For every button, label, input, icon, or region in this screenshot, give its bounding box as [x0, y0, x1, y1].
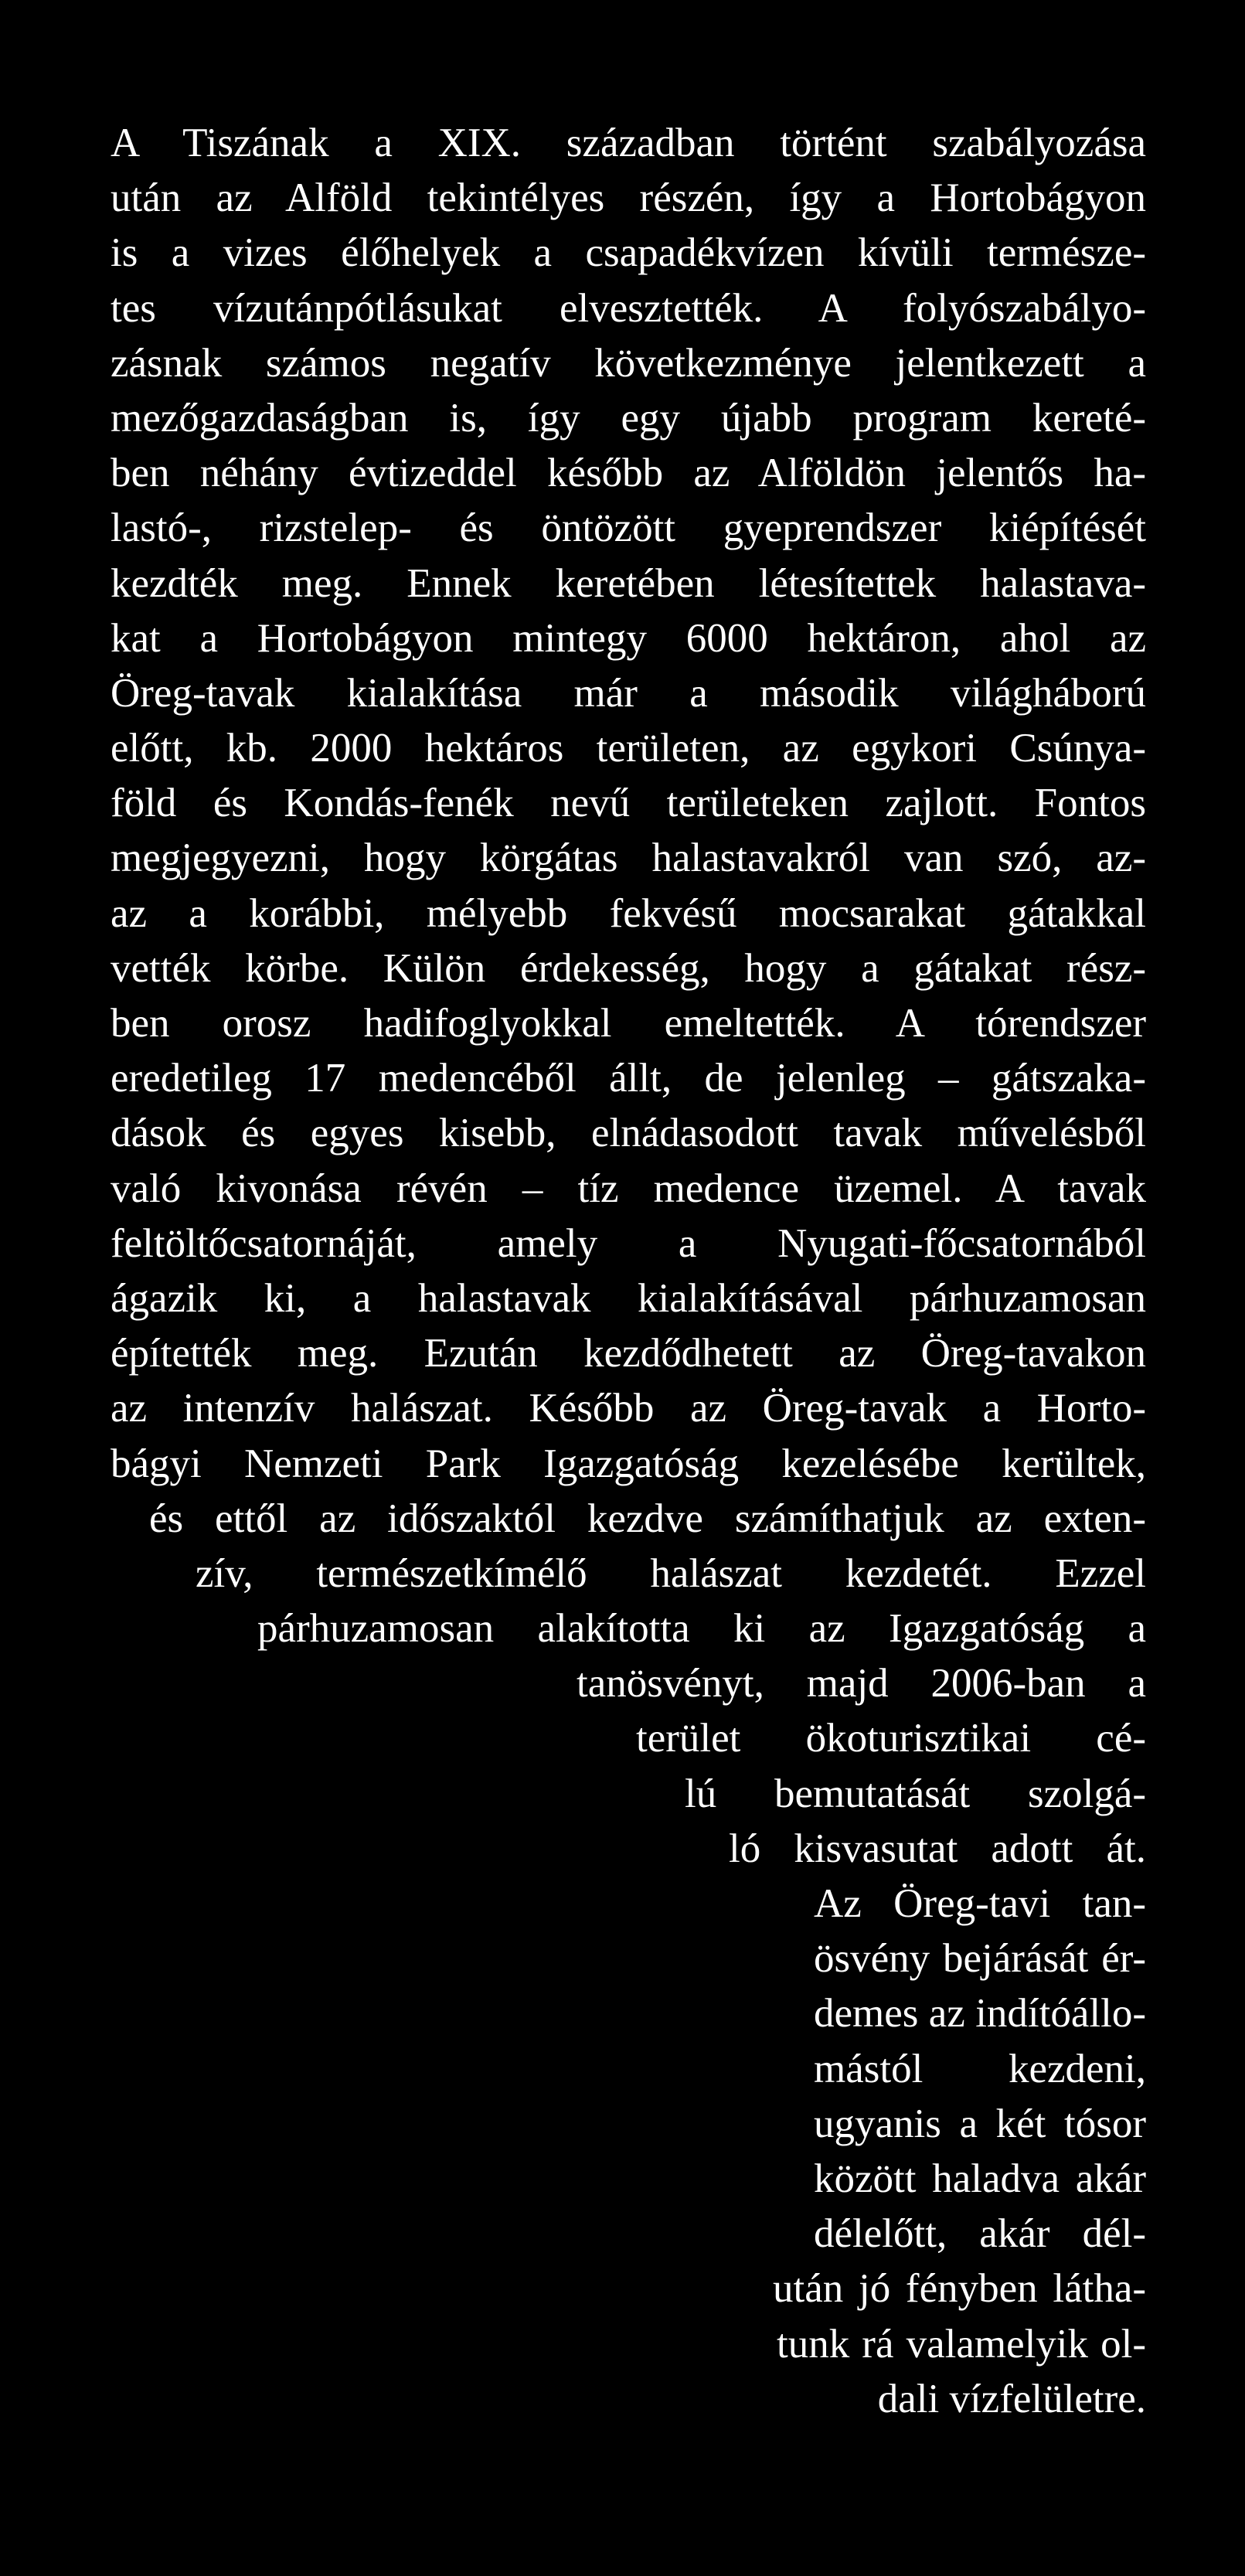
text-line: feltöltőcsatornáját, amely a Nyugati-főcsatornából [111, 1220, 1146, 1266]
text-line: után az Alföld tekintélyes részén, így a Hortobágyon [111, 175, 1146, 221]
text-line: és ettől az időszaktól kezdve számíthatjuk az exten- [149, 1496, 1146, 1541]
text-line: az a korábbi, mélyebb fekvésű mocsarakat gátakkal [111, 890, 1146, 936]
text-line: az intenzív halászat. Később az Öreg-tavak a Horto- [111, 1386, 1146, 1431]
text-line: dások és egyes kisebb, elnádasodott tavak művelésből [111, 1111, 1146, 1156]
text-line: A Tiszának a XIX. században történt szabályozása [111, 121, 1146, 165]
text-line: ágazik ki, a halastavak kialakításával párhuzamosan [111, 1275, 1146, 1321]
text-line: ösvény bejárását ér- [814, 1936, 1146, 1982]
text-line: délelőtt, akár dél- [814, 2211, 1146, 2257]
text-line: párhuzamosan alakította ki az Igazgatóság a [257, 1606, 1146, 1652]
text-line: dali vízfelületre. [877, 2376, 1146, 2421]
text-line: kezdték meg. Ennek keretében létesítettek halastava- [111, 560, 1146, 606]
text-line: mástól kezdeni, [814, 2046, 1146, 2091]
text-line: Öreg-tavak kialakítása már a második világháború [111, 670, 1146, 716]
text-line: után jó fényben látha- [773, 2266, 1146, 2312]
text-line: föld és Kondás-fenék nevű területeken zajlott. Fontos [111, 781, 1146, 826]
text-line: építették meg. Ezután kezdődhetett az Öreg-tavakon [111, 1331, 1146, 1376]
text-line: bágyi Nemzeti Park Igazgatóság kezelésébe kerültek, [111, 1441, 1146, 1486]
text-line: megjegyezni, hogy körgátas halastavakról van szó, az- [111, 835, 1146, 881]
text-line: ugyanis a két tósor [814, 2101, 1146, 2146]
text-line: tanösvényt, majd 2006-ban a [577, 1661, 1146, 1707]
text-line: tunk rá valamelyik ol- [777, 2321, 1146, 2367]
text-line: zív, természetkímélő halászat kezdetét. Ezzel [196, 1550, 1146, 1596]
text-line: ló kisvasutat adott át. [729, 1826, 1146, 1871]
text-line: való kivonása révén – tíz medence üzemel. A tavak [111, 1165, 1146, 1211]
text-line: előtt, kb. 2000 hektáros területen, az egykori Csúnya- [111, 726, 1146, 771]
text-line: zásnak számos negatív következménye jelentkezett a [111, 340, 1146, 386]
text-line: között haladva akár [814, 2156, 1146, 2201]
text-line: lú bemutatását szolgá- [685, 1771, 1146, 1816]
text-line: terület ökoturisztikai cé- [636, 1716, 1146, 1761]
text-line: demes az indítóállo- [814, 1991, 1146, 2037]
body-text [111, 116, 1146, 2427]
text-line: ben néhány évtizeddel később az Alföldön jelentős ha- [111, 451, 1146, 496]
text-line: ben orosz hadifoglyokkal emeltették. A tórendszer [111, 1001, 1146, 1046]
text-line: mezőgazdaságban is, így egy újabb program kereté- [111, 395, 1146, 441]
text-line: kat a Hortobágyon mintegy 6000 hektáron, ahol az [111, 615, 1146, 661]
text-line: Az Öreg-tavi tan- [814, 1881, 1146, 1926]
text-line: is a vizes élőhelyek a csapadékvízen kívüli természe- [111, 230, 1146, 276]
text-line: eredetileg 17 medencéből állt, de jelenleg – gátszaka- [111, 1056, 1146, 1101]
text-line: tes vízutánpótlásukat elvesztették. A folyószabályo- [111, 285, 1146, 331]
text-line: lastó-, rizstelep- és öntözött gyeprendszer kiépítését [111, 505, 1146, 551]
text-line: vették körbe. Külön érdekesség, hogy a gátakat rész- [111, 945, 1146, 991]
